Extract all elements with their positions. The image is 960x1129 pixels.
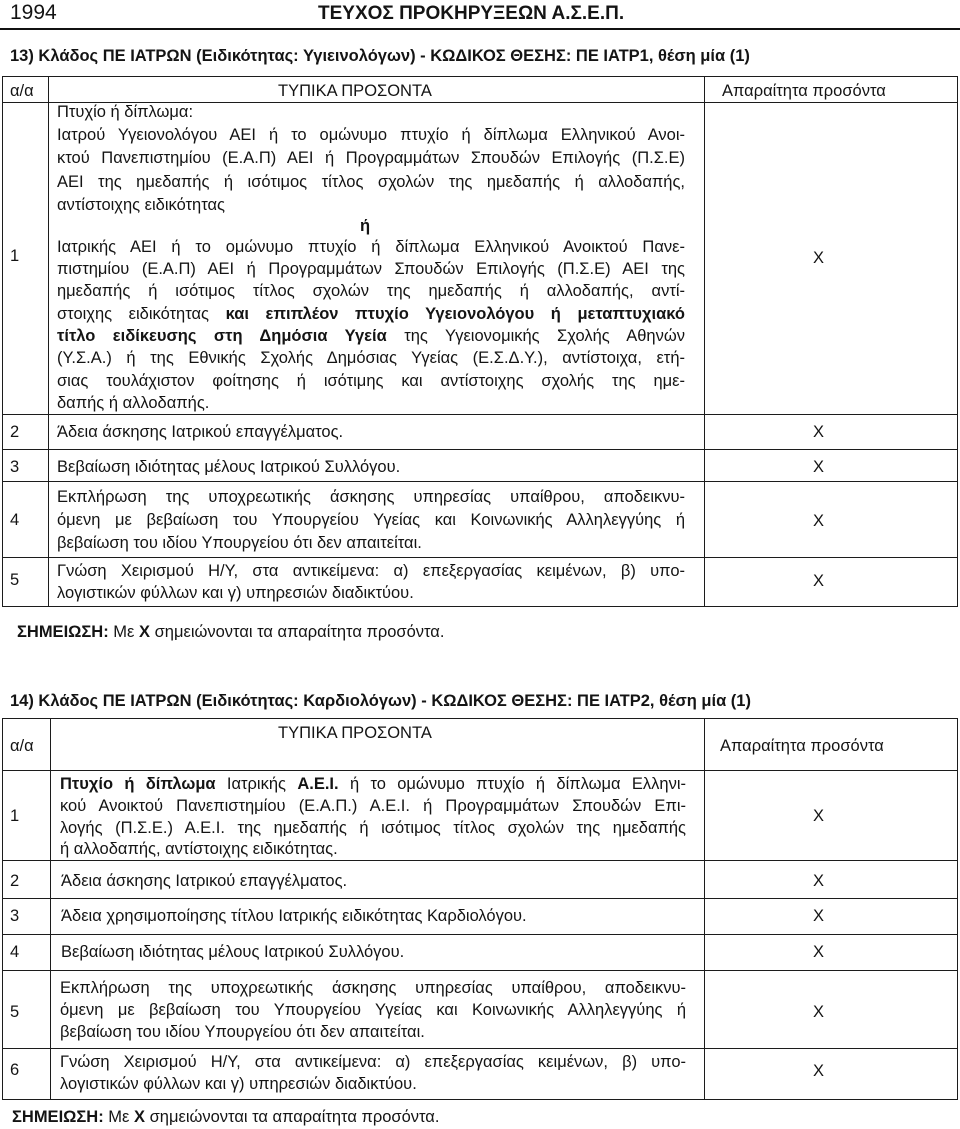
table-border [2,860,958,861]
table-border [2,1048,958,1049]
qualification-line: ή αλλοδαπής, αντίστοιχης ειδικότητας. [60,840,338,858]
qualification-line: βεβαίωση του ιδίου Υπουργείου ότι δεν απαιτείται. [60,1023,425,1041]
required-mark: X [813,872,825,890]
table-border [48,76,49,607]
required-mark: X [813,512,825,530]
note [12,1106,439,1128]
note-label: ΣΗΜΕΙΩΣΗ: [12,1108,104,1126]
required-mark: X [813,907,825,925]
text-segment: ή το ομώνυμο πτυχίο ή δίπλωμα Ελληνι- [349,775,686,793]
qualification-line: όμενη με βεβαίωση του Υπουργείου Υγείας και Κοινωνικής Αλληλεγγύης ή [60,1001,686,1019]
qualification-line: Πτυχίο ή δίπλωμα: [57,103,194,121]
row-number: 1 [10,247,20,265]
required-mark: X [813,249,825,267]
row-number: 2 [10,423,20,441]
page-number: 1994 [10,1,57,24]
required-mark: X [813,423,825,441]
qualification-line: δαπής ή αλλοδαπής. [57,394,210,412]
qualification-line: όμενη με βεβαίωση του Υπουργείου Υγείας και Κοινωνικής Αλληλεγγύης ή [57,511,685,529]
qualification-line: Ιατρού Υγειονολόγου ΑΕΙ ή το ομώνυμο πτυχίο ή δίπλωμα Ελληνικού Ανοι- [57,126,685,144]
row-number: 2 [10,872,20,890]
table-border [957,718,958,1100]
qualification-line: Ιατρικής ΑΕΙ ή το ομώνυμο πτυχίο ή δίπλωμα Ελληνικού Ανοικτού Πανε- [57,238,685,256]
text-segment: στοιχης ειδικότητας [57,305,209,323]
row-number: 5 [10,571,20,589]
note-label: ΣΗΜΕΙΩΣΗ: [17,623,109,641]
row-number: 6 [10,1061,20,1079]
table-border [2,718,3,1100]
column-header-number: α/α [10,737,34,755]
column-header-required: Απαραίτητα προσόντα [720,737,884,755]
qualification-line: λογής (Π.Σ.Ε.) Α.Ε.Ι. της ημεδαπής ή ισότιμος τίτλος σχολών της ημεδαπής [60,819,686,837]
table-border [2,481,958,482]
required-mark: X [813,943,825,961]
note-mark: X [139,623,151,641]
row-number: 3 [10,458,20,476]
table-border [2,414,958,415]
note [17,621,444,643]
column-header-number: α/α [10,82,34,100]
note-text: σημειώνονται τα απαραίτητα προσόντα. [154,623,445,641]
row-number: 4 [10,943,20,961]
qualification-line: αντίστοιχης ειδικότητας [57,196,225,214]
table-border [50,718,51,1100]
qualification-line [57,325,685,347]
header-rule [0,28,960,30]
qualification-line: Βεβαίωση ιδιότητας μέλους Ιατρικού Συλλόγου. [61,943,405,961]
qualification-line: ημεδαπής ή ισότιμος τίτλος σχολών της ημεδαπής ή αλλοδαπής, αντί- [57,282,685,300]
bold-text-segment: Α.Ε.Ι. [297,775,339,793]
bold-text-segment: Πτυχίο ή δίπλωμα [60,775,216,793]
qualification-line: Άδεια άσκησης Ιατρικού επαγγέλματος. [61,872,348,890]
qualification-line: Εκπλήρωση της υποχρεωτικής άσκησης υπηρεσίας υπαίθρου, αποδεικνυ- [57,488,685,506]
qualification-line [60,773,686,795]
required-mark: X [813,458,825,476]
qualification-line: Εκπλήρωση της υποχρεωτικής άσκησης υπηρεσίας υπαίθρου, αποδεικνυ- [60,979,686,997]
table-border [2,76,3,607]
qualification-line: κτού Πανεπιστημίου (Ε.Α.Π) ΑΕΙ ή Προγραμμάτων Σπουδών Επιλογής (Π.Σ.Ε) [57,149,685,167]
note-text: Με [113,623,135,641]
row-number: 5 [10,1003,20,1021]
alternative-separator: ή [360,217,371,235]
table-border [2,1099,958,1100]
table-border [2,898,958,899]
row-number: 4 [10,511,20,529]
qualification-line: λογιστικών φύλλων και γ) υπηρεσιών διαδικτύου. [60,1075,417,1093]
qualification-line: Βεβαίωση ιδιότητας μέλους Ιατρικού Συλλόγου. [57,458,401,476]
qualification-line: λογιστικών φύλλων και γ) υπηρεσιών διαδικτύου. [57,584,414,602]
table-border [2,718,958,719]
column-header-required: Απαραίτητα προσόντα [722,82,886,100]
bold-text-segment: και επιπλέον πτυχίο Υγειονολόγου ή μεταπτυχιακό [225,305,685,323]
table-border [704,76,705,607]
qualification-line: Άδεια άσκησης Ιατρικού επαγγέλματος. [57,423,344,441]
qualification-line: σιας τουλάχιστον φοίτησης ή ισότιμης και αντίστοιχης σχολής της ημε- [57,372,685,390]
section-title: 14) Κλάδος ΠΕ ΙΑΤΡΩΝ (Ειδικότητας: Καρδιολόγων) - ΚΩΔΙΚΟΣ ΘΕΣΗΣ: ΠΕ ΙΑΤΡ2, θέση μία (1) [10,692,751,710]
qualification-line: Γνώση Χειρισμού Η/Υ, στα αντικείμενα: α) επεξεργασίας κειμένων, β) υπο- [57,562,685,580]
table-border [2,449,958,450]
table-border [2,606,958,607]
table-border [2,970,958,971]
table-border [2,934,958,935]
qualification-line: βεβαίωση του ιδίου Υπουργείου ότι δεν απαιτείται. [57,534,422,552]
table-border [2,557,958,558]
note-text: σημειώνονται τα απαραίτητα προσόντα. [149,1108,440,1126]
qualification-line [57,303,685,325]
required-mark: X [813,1062,825,1080]
row-number: 1 [10,807,20,825]
required-mark: X [813,1003,825,1021]
bold-text-segment: τίτλο ειδίκευσης στη Δημόσια Υγεία [57,327,387,345]
required-mark: X [813,572,825,590]
publication-title: ΤΕΥΧΟΣ ΠΡΟΚΗΡΥΞΕΩΝ Α.Σ.Ε.Π. [318,3,625,24]
qualification-line: (Υ.Σ.Α.) ή της Εθνικής Σχολής Δημόσιας Υγείας (Ε.Σ.Δ.Υ.), αντίστοιχα, ετή- [57,349,685,367]
qualification-line: πιστημίου (Ε.Α.Π) ΑΕΙ ή Προγραμμάτων Σπουδών Επιλογής (Π.Σ.Ε) ΑΕΙ της [57,260,685,278]
qualification-line: ΑΕΙ της ημεδαπής ή ισότιμος τίτλος σχολών της ημεδαπής ή αλλοδαπής, [57,173,685,191]
section-title: 13) Κλάδος ΠΕ ΙΑΤΡΩΝ (Ειδικότητας: Υγιεινολόγων) - ΚΩΔΙΚΟΣ ΘΕΣΗΣ: ΠΕ ΙΑΤΡ1, θέση μία (1) [10,47,750,65]
column-header-qualifications: ΤΥΠΙΚΑ ΠΡΟΣΟΝΤΑ [278,724,432,742]
row-number: 3 [10,907,20,925]
qualification-line: Άδεια χρησιμοποίησης τίτλου Ιατρικής ειδικότητας Καρδιολόγου. [61,907,527,925]
column-header-qualifications: ΤΥΠΙΚΑ ΠΡΟΣΟΝΤΑ [278,82,432,100]
text-segment: Ιατρικής [226,775,286,793]
qualification-line: κού Ανοικτού Πανεπιστημίου (Ε.Α.Π.) Α.Ε.Ι. ή Προγραμμάτων Σπουδών Επι- [60,797,686,815]
qualification-line: Γνώση Χειρισμού Η/Υ, στα αντικείμενα: α) επεξεργασίας κειμένων, β) υπο- [60,1053,686,1071]
note-mark: X [134,1108,146,1126]
table-border [2,76,958,77]
table-border [957,76,958,607]
table-border [704,718,705,1100]
text-segment: της Υγειονομικής Σχολής Αθηνών [404,327,685,345]
note-text: Με [108,1108,130,1126]
table-border [2,770,958,771]
required-mark: X [813,807,825,825]
